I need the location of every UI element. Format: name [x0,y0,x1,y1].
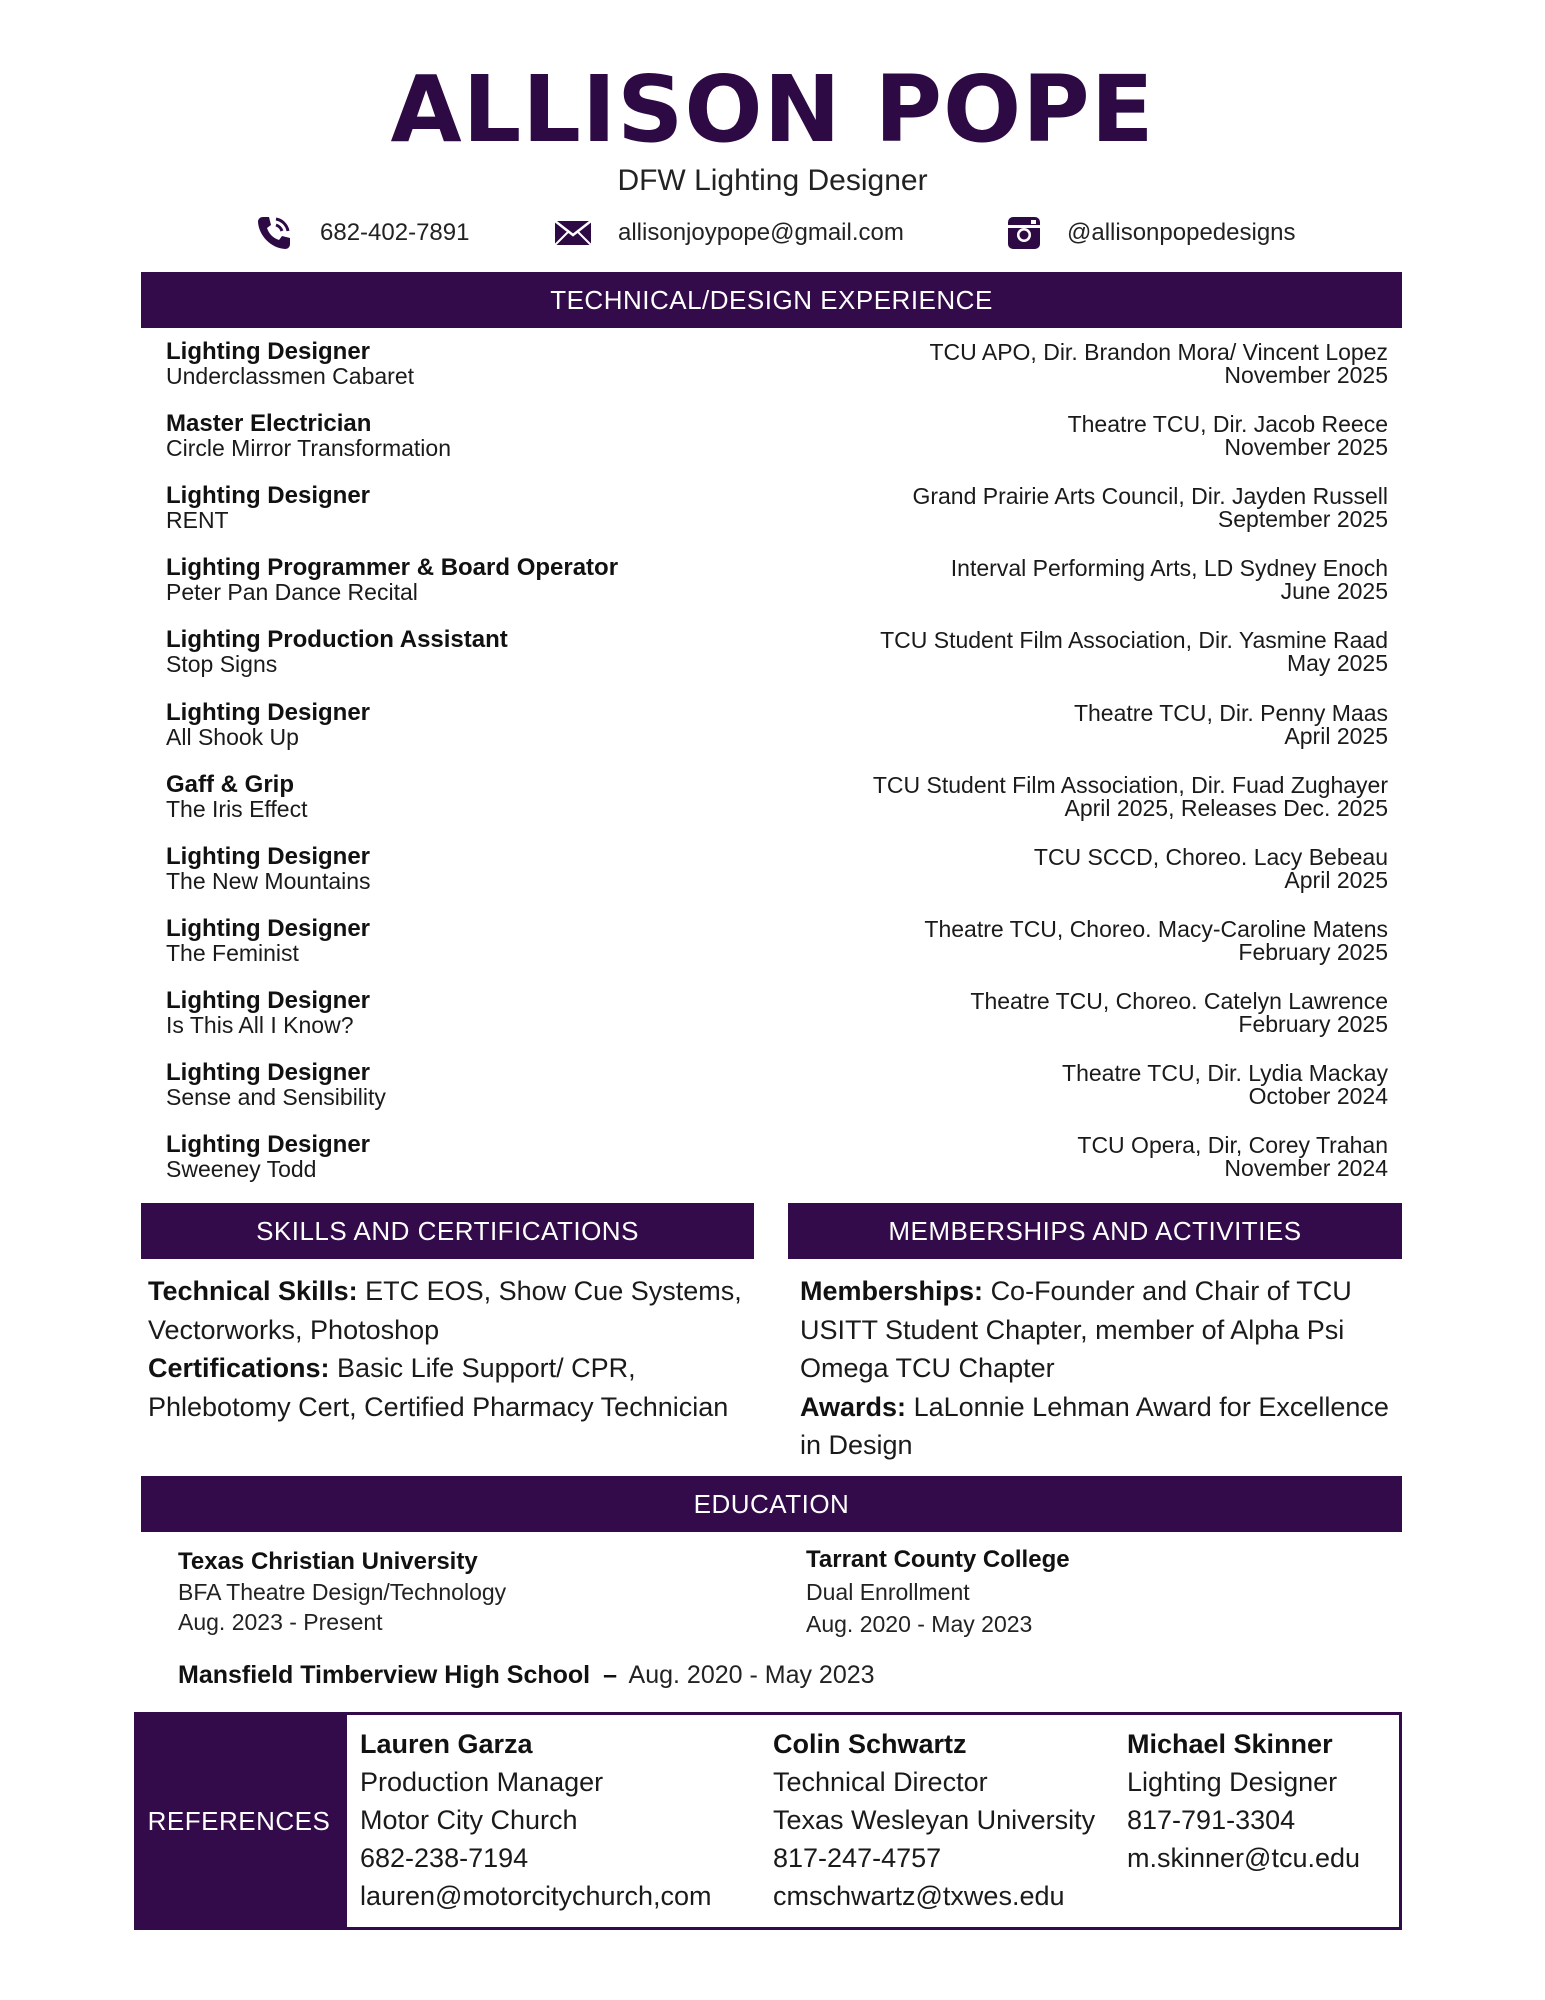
memberships-heading: MEMBERSHIPS AND ACTIVITIES [788,1203,1402,1259]
experience-role: Lighting Designer [166,843,370,870]
experience-show: RENT [166,507,229,533]
education-degree: Dual Enrollment [806,1579,970,1605]
experience-item [166,701,1388,761]
experience-show: Circle Mirror Transformation [166,435,451,461]
instagram-icon [1007,216,1041,250]
experience-org: TCU Student Film Association, Dir. Fuad Zughayer [872,772,1388,798]
experience-show: The Iris Effect [166,796,308,822]
education-tcu [178,1547,506,1637]
experience-role: Lighting Designer [166,338,370,365]
experience-item [166,340,1388,400]
phone-text: 682-402-7891 [320,219,470,246]
experience-date: April 2025, Releases Dec. 2025 [1064,795,1388,821]
experience-item [166,412,1388,472]
education-dates: Aug. 2023 - Present [178,1609,383,1635]
reference-email: lauren@motorcitychurch,com [360,1881,712,1911]
experience-org: TCU Opera, Dir, Corey Trahan [1077,1132,1388,1158]
education-school: Texas Christian University [178,1548,478,1575]
reference-card [360,1725,712,1915]
experience-role: Lighting Designer [166,1131,370,1158]
experience-role: Lighting Programmer & Board Operator [166,554,619,581]
reference-card [1127,1725,1360,1877]
experience-date: April 2025 [1284,867,1388,893]
reference-phone: 817-791-3304 [1127,1805,1296,1835]
memberships-text [800,1272,1400,1465]
experience-show: Is This All I Know? [166,1012,354,1038]
experience-date: February 2025 [1238,939,1388,965]
resume-name: ALLISON POPE [390,56,1155,163]
reference-title: Technical Director [773,1767,988,1797]
experience-item [166,1061,1388,1121]
experience-date: June 2025 [1280,578,1388,604]
experience-show: The Feminist [166,940,299,966]
experience-item [166,989,1388,1049]
tech-skills-value: ETC EOS, Show Cue Systems, Vectorworks, Photoshop [148,1276,742,1345]
envelope-icon [554,219,592,247]
experience-item [166,556,1388,616]
skills-text [148,1272,758,1426]
education-heading: EDUCATION [141,1476,1402,1532]
experience-role: Lighting Designer [166,482,370,509]
experience-show: The New Mountains [166,868,371,894]
education-separator: – [603,1661,617,1689]
memberships-label: Memberships: [800,1276,984,1306]
experience-org: Theatre TCU, Dir. Jacob Reece [1067,411,1388,437]
experience-item [166,773,1388,833]
reference-org: Motor City Church [360,1805,578,1835]
education-school: Mansfield Timberview High School [178,1661,591,1689]
education-school: Tarrant County College [806,1546,1070,1573]
experience-org: TCU APO, Dir. Brandon Mora/ Vincent Lopez [929,339,1388,365]
experience-date: September 2025 [1217,506,1388,532]
experience-role: Lighting Designer [166,699,370,726]
email-text: allisonjoypope@gmail.com [618,219,904,246]
reference-email: cmschwartz@txwes.edu [773,1881,1065,1911]
experience-role: Gaff & Grip [166,771,295,798]
experience-show: Sweeney Todd [166,1156,317,1182]
experience-role: Lighting Designer [166,987,370,1014]
experience-item [166,845,1388,905]
instagram-text: @allisonpopedesigns [1067,219,1296,246]
reference-org: Texas Wesleyan University [773,1805,1096,1835]
contact-instagram [1007,213,1296,253]
experience-role: Lighting Production Assistant [166,626,508,653]
contact-email [554,213,904,253]
experience-org: Theatre TCU, Choreo. Catelyn Lawrence [970,988,1388,1014]
education-dates: Aug. 2020 - May 2023 [628,1661,875,1689]
experience-org: Theatre TCU, Dir. Lydia Mackay [1062,1060,1388,1086]
experience-item [166,628,1388,688]
phone-icon [254,213,294,253]
awards-label: Awards: [800,1391,907,1422]
education-highschool [178,1660,875,1690]
contact-phone [254,213,469,253]
experience-org: TCU SCCD, Choreo. Lacy Bebeau [1033,844,1388,870]
skills-heading: SKILLS AND CERTIFICATIONS [141,1203,754,1259]
education-tcc [806,1544,1070,1640]
memberships-value: Co-Founder and Chair of TCU USITT Student Chapter, member of Alpha Psi Omega TCU Chapter [800,1276,1352,1383]
certifications-label: Certifications: [148,1353,330,1383]
tech-skills-label: Technical Skills: [148,1276,358,1306]
reference-phone: 817-247-4757 [773,1843,942,1873]
experience-org: TCU Student Film Association, Dir. Yasmine Raad [880,627,1388,653]
experience-role: Lighting Designer [166,915,370,942]
awards-value: LaLonnie Lehman Award for Excellence in Design [800,1391,1389,1460]
experience-date: May 2025 [1286,650,1388,676]
experience-show: Sense and Sensibility [166,1084,386,1110]
experience-date: February 2025 [1238,1011,1388,1037]
education-degree: BFA Theatre Design/Technology [178,1579,507,1605]
certifications-value: Basic Life Support/ CPR, Phlebotomy Cert, Certified Pharmacy Technician [148,1353,729,1422]
experience-org: Theatre TCU, Dir. Penny Maas [1073,700,1388,726]
resume-subtitle: DFW Lighting Designer [617,164,928,197]
reference-title: Production Manager [360,1767,604,1797]
experience-item [166,917,1388,977]
experience-item [166,484,1388,544]
reference-phone: 682-238-7194 [360,1843,529,1873]
experience-show: All Shook Up [166,724,299,750]
experience-date: April 2025 [1284,723,1388,749]
experience-show: Stop Signs [166,651,278,677]
education-dates: Aug. 2020 - May 2023 [806,1611,1033,1637]
reference-card [773,1725,1095,1915]
reference-email: m.skinner@tcu.edu [1127,1843,1361,1873]
reference-name: Lauren Garza [360,1729,533,1759]
experience-org: Interval Performing Arts, LD Sydney Enoch [950,555,1388,581]
reference-name: Michael Skinner [1127,1729,1333,1759]
experience-org: Grand Prairie Arts Council, Dir. Jayden Russell [912,483,1388,509]
experience-role: Lighting Designer [166,1059,370,1086]
experience-role: Master Electrician [166,410,372,437]
experience-show: Peter Pan Dance Recital [166,579,418,605]
reference-name: Colin Schwartz [773,1729,967,1759]
references-heading: REFERENCES [134,1712,344,1930]
experience-show: Underclassmen Cabaret [166,363,415,389]
experience-org: Theatre TCU, Choreo. Macy-Caroline Matens [924,916,1388,942]
experience-heading: TECHNICAL/DESIGN EXPERIENCE [141,272,1402,328]
experience-date: November 2025 [1224,362,1388,388]
reference-title: Lighting Designer [1127,1767,1338,1797]
experience-date: November 2025 [1224,434,1388,460]
experience-item [166,1133,1388,1193]
experience-date: November 2024 [1224,1155,1388,1181]
experience-date: October 2024 [1248,1083,1388,1109]
